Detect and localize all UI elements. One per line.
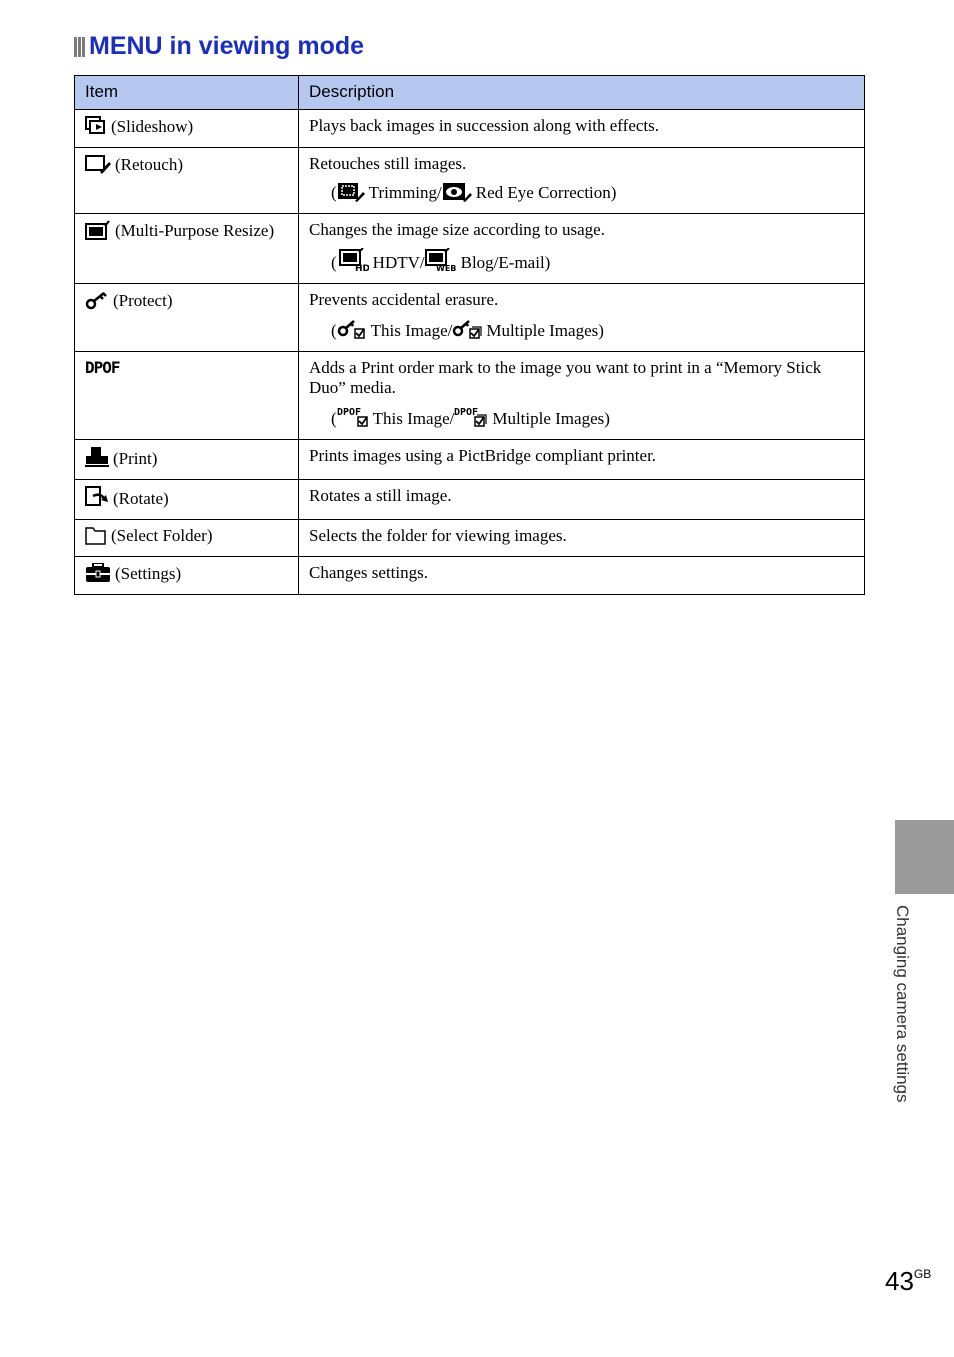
- desc-text: Rotates a still image.: [309, 486, 452, 505]
- hdtv-icon: [337, 248, 369, 277]
- svg-text:WEB: WEB: [435, 264, 457, 272]
- folder-icon: [85, 527, 107, 550]
- menu-table: [74, 75, 865, 595]
- trimming-icon: [337, 182, 365, 207]
- desc-cell: [299, 214, 865, 284]
- red-eye-icon: [442, 182, 472, 207]
- option-text: This Image/: [370, 321, 453, 340]
- option-text: HDTV/: [372, 253, 425, 272]
- svg-text:DPOF: DPOF: [336, 407, 361, 418]
- desc-cell: [299, 284, 865, 352]
- table-header-row: [75, 76, 865, 110]
- table-row: [75, 480, 865, 520]
- table-row: [75, 214, 865, 284]
- desc-text: Changes settings.: [309, 563, 428, 582]
- item-label: (Select Folder): [111, 526, 213, 545]
- item-cell: [75, 557, 299, 595]
- desc-cell: [299, 148, 865, 214]
- desc-cell: [299, 557, 865, 595]
- item-label: (Rotate): [113, 489, 169, 508]
- option-text: Multiple Images): [486, 321, 604, 340]
- item-label: (Retouch): [115, 155, 183, 174]
- web-icon: [425, 248, 457, 277]
- multi-resize-icon: [85, 220, 111, 245]
- item-cell: [75, 480, 299, 520]
- table-row: [75, 557, 865, 595]
- item-cell: [75, 214, 299, 284]
- item-cell: [75, 284, 299, 352]
- page-number: [885, 1266, 931, 1297]
- item-label: (Print): [113, 449, 158, 468]
- header-description: Description: [299, 76, 865, 110]
- table-row: [75, 440, 865, 480]
- table-row: [75, 110, 865, 148]
- print-icon: [85, 446, 109, 473]
- desc-cell: [299, 352, 865, 440]
- settings-icon: [85, 563, 111, 588]
- item-cell: [75, 520, 299, 557]
- table-row: [75, 148, 865, 214]
- desc-text: Retouches still images.: [309, 154, 467, 173]
- protect-icon: [85, 290, 109, 315]
- option-line: ( This Image/ Multiple Images): [309, 318, 854, 345]
- dpof-icon: DPOF: [85, 358, 120, 377]
- item-label: (Settings): [115, 564, 182, 583]
- desc-text: Selects the folder for viewing images.: [309, 526, 567, 545]
- page-suffix: GB: [913, 1267, 932, 1281]
- item-cell: [75, 352, 299, 440]
- item-label: (Slideshow): [111, 117, 194, 136]
- slideshow-icon: [85, 116, 107, 141]
- option-line: ( DPOF This Image/ DPOF Multiple Images): [309, 406, 854, 433]
- dpof-multi-icon: [454, 406, 488, 433]
- item-cell: [75, 110, 299, 148]
- desc-cell: [299, 480, 865, 520]
- desc-text: Plays back images in succession along with effects.: [309, 116, 659, 135]
- section-title: [74, 32, 364, 61]
- chapter-label: Changing camera settings: [893, 905, 912, 1103]
- header-item: Item: [75, 76, 299, 110]
- desc-cell: [299, 440, 865, 480]
- protect-this-icon: [337, 318, 367, 345]
- dpof-this-icon: [337, 406, 369, 433]
- option-text: Trimming/: [368, 183, 442, 202]
- svg-text:HD: HD: [354, 264, 369, 272]
- retouch-icon: [85, 154, 111, 179]
- protect-multi-icon: [452, 318, 482, 345]
- table-row: [75, 284, 865, 352]
- desc-text: Changes the image size according to usage.: [309, 220, 605, 239]
- option-text: Multiple Images): [492, 409, 610, 428]
- desc-cell: [299, 520, 865, 557]
- option-text: This Image/: [372, 409, 455, 428]
- table-row: [75, 352, 865, 440]
- desc-text: Adds a Print order mark to the image you want to print in a “Memory Stick Duo” media.: [309, 358, 822, 397]
- option-text: Red Eye Correction): [475, 183, 617, 202]
- rotate-icon: [85, 486, 109, 513]
- page-number-value: 43: [885, 1266, 914, 1296]
- svg-text:DPOF: DPOF: [454, 407, 479, 418]
- section-marker-icon: [74, 37, 85, 57]
- item-label: (Multi-Purpose Resize): [115, 221, 275, 240]
- desc-cell: [299, 110, 865, 148]
- desc-text: Prints images using a PictBridge compliant printer.: [309, 446, 657, 465]
- chapter-tab: [895, 820, 954, 894]
- option-line: ( Trimming/ Red Eye Correction): [309, 182, 854, 207]
- item-cell: [75, 440, 299, 480]
- desc-text: Prevents accidental erasure.: [309, 290, 499, 309]
- item-cell: [75, 148, 299, 214]
- table-row: [75, 520, 865, 557]
- item-label: (Protect): [113, 291, 173, 310]
- option-text: Blog/E-mail): [460, 253, 551, 272]
- option-line: ( HD HDTV/ WEB Blog/E-mail): [309, 248, 854, 277]
- section-title-text: MENU in viewing mode: [89, 32, 365, 60]
